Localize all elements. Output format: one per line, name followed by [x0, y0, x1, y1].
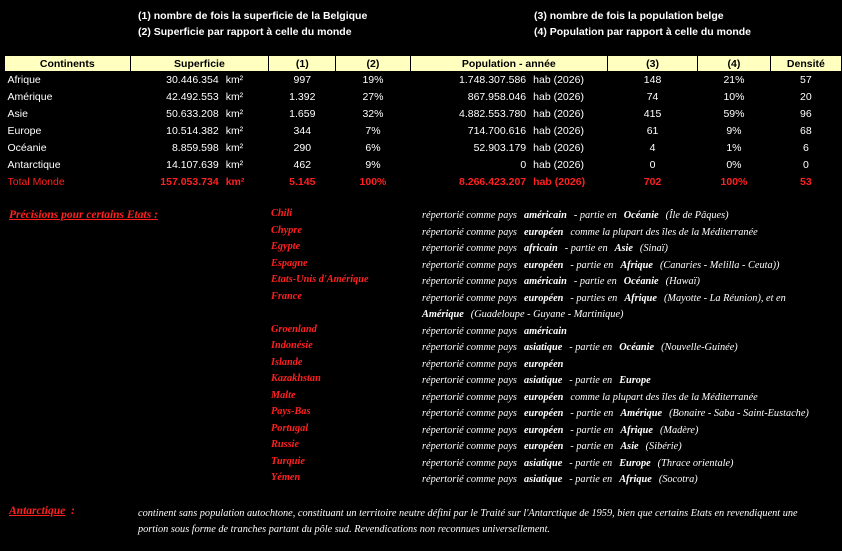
territory-note: (Bonaire - Saba - Saint-Eustache) — [669, 408, 809, 419]
population-value: 8.266.423.207 — [459, 175, 527, 188]
state-description — [422, 241, 668, 258]
belgium-pop-ratio: 415 — [643, 107, 662, 120]
state-name: Portugal — [271, 422, 309, 434]
main-continent: africain — [523, 243, 558, 254]
description-middle: - partie en — [569, 375, 613, 386]
area-value: 157.053.734 — [160, 175, 219, 188]
description-middle: - partie en — [569, 342, 613, 353]
description-prefix: répertorié comme pays — [422, 441, 517, 452]
table-row — [5, 105, 842, 122]
header-population: Population - année — [410, 56, 607, 71]
other-continent: Afrique — [624, 292, 657, 304]
description-middle: - partie en — [570, 441, 614, 452]
state-name: Kazakhstan — [271, 373, 321, 384]
state-description — [422, 258, 779, 275]
list-item — [0, 356, 842, 373]
description-prefix: répertorié comme pays — [422, 276, 517, 287]
belgium-area-ratio: 5.145 — [289, 175, 316, 188]
table-header-row — [5, 56, 842, 71]
belgium-area-ratio: 290 — [293, 141, 312, 154]
header-col1: (1) — [269, 56, 336, 71]
territory-note: (Nouvelle-Guinée) — [661, 342, 738, 353]
table-row — [5, 122, 842, 139]
list-item — [0, 471, 842, 488]
main-continent: asiatique — [523, 342, 563, 353]
main-continent: européen — [523, 424, 564, 436]
list-item — [0, 224, 842, 241]
description-middle: - partie en — [573, 210, 617, 221]
list-item — [0, 372, 842, 389]
territory-note: (Mayotte - La Réunion), et en — [663, 292, 786, 304]
state-description — [422, 456, 733, 473]
description-prefix: répertorié comme pays — [422, 325, 517, 337]
description-middle: - parties en — [570, 292, 618, 304]
description-middle: - partie en — [570, 424, 614, 436]
description-middle: comme la plupart des îles de la Méditerranée — [570, 391, 758, 403]
description-prefix: répertorié comme pays — [422, 408, 517, 419]
main-continent: américain — [523, 325, 567, 337]
density-value: 57 — [800, 73, 812, 86]
list-item — [0, 455, 842, 472]
state-description — [422, 373, 651, 390]
world-pop-share: 1% — [726, 141, 742, 154]
population-value: 1.748.307.586 — [459, 73, 527, 86]
legend-item-3: (3) nombre de fois la population belge — [534, 10, 724, 22]
other-continent-2: Amérique — [422, 309, 464, 320]
other-continent: Afrique — [620, 424, 653, 436]
state-description — [422, 406, 809, 423]
territory-note: (Sibérie) — [645, 441, 682, 452]
world-pop-share: 21% — [723, 73, 745, 86]
description-prefix: répertorié comme pays — [422, 358, 517, 370]
description-prefix: répertorié comme pays — [422, 474, 517, 485]
description-prefix: répertorié comme pays — [422, 243, 517, 254]
population-unit: hab (2026) — [533, 107, 584, 120]
description-middle: - partie en — [573, 276, 617, 287]
world-area-share: 32% — [362, 107, 384, 120]
state-name: Groenland — [271, 323, 317, 335]
state-name: Turquie — [271, 455, 305, 467]
population-unit: hab (2026) — [533, 90, 584, 103]
belgium-pop-ratio: 4 — [649, 141, 656, 154]
antarctique-title: Antarctique : — [9, 505, 75, 517]
area-value: 8.859.598 — [171, 141, 219, 154]
main-continent: européen — [523, 358, 564, 370]
continent-name: Asie — [7, 107, 28, 120]
main-continent: européen — [523, 292, 564, 304]
list-item — [0, 273, 842, 290]
legend-left — [138, 8, 367, 40]
density-value: 20 — [800, 90, 812, 103]
density-value: 68 — [800, 124, 812, 137]
state-name: Chili — [271, 208, 293, 219]
header-col4: (4) — [698, 56, 771, 71]
legend-item-4: (4) Population par rapport à celle du monde — [534, 26, 752, 38]
area-unit: km² — [225, 141, 244, 154]
list-item — [0, 257, 842, 274]
other-continent: Océanie — [623, 276, 659, 287]
other-continent: Amérique — [620, 408, 663, 419]
description-middle: - partie en — [570, 408, 614, 419]
population-value: 867.958.046 — [467, 90, 527, 103]
world-area-share: 19% — [362, 73, 384, 86]
area-unit: km² — [225, 107, 244, 120]
world-pop-share: 10% — [723, 90, 745, 103]
area-unit: km² — [225, 175, 245, 188]
territory-note-2: (Guadeloupe - Guyane - Martinique) — [470, 309, 624, 320]
list-item — [0, 323, 842, 340]
list-item — [0, 207, 842, 224]
population-value: 0 — [520, 158, 527, 171]
description-middle: - partie en — [569, 474, 613, 485]
header-densite: Densité — [770, 56, 841, 71]
description-prefix: répertorié comme pays — [422, 210, 517, 221]
territory-note: (Hawaï) — [665, 276, 700, 287]
state-name: Egypte — [271, 241, 301, 252]
belgium-pop-ratio: 74 — [646, 90, 659, 103]
table-row — [5, 139, 842, 156]
population-unit: hab (2026) — [533, 158, 584, 171]
continent-name: Océanie — [7, 141, 47, 154]
list-item — [0, 290, 842, 323]
total-row — [5, 173, 842, 190]
belgium-area-ratio: 1.659 — [289, 107, 316, 120]
belgium-pop-ratio: 148 — [643, 73, 662, 86]
description-prefix: répertorié comme pays — [422, 259, 517, 271]
continent-name: Europe — [7, 124, 42, 137]
description-middle: comme la plupart des îles de la Méditerranée — [570, 226, 758, 238]
world-pop-share: 59% — [723, 107, 745, 120]
belgium-pop-ratio: 702 — [643, 175, 662, 188]
area-value: 14.107.639 — [166, 158, 219, 171]
territory-note: (Sinaï) — [639, 243, 668, 254]
continent-name: Amérique — [7, 90, 53, 103]
belgium-pop-ratio: 0 — [649, 158, 656, 171]
area-unit: km² — [225, 73, 244, 86]
world-area-share: 100% — [359, 175, 387, 188]
world-area-share: 7% — [365, 124, 381, 137]
other-continent: Afrique — [619, 474, 652, 485]
belgium-area-ratio: 462 — [293, 158, 312, 171]
header-col3: (3) — [607, 56, 697, 71]
area-value: 30.446.354 — [166, 73, 219, 86]
state-description — [422, 423, 698, 440]
state-name: Russie — [271, 439, 300, 450]
description-prefix: répertorié comme pays — [422, 424, 517, 436]
belgium-pop-ratio: 61 — [646, 124, 659, 137]
world-pop-share: 100% — [720, 175, 748, 188]
density-value: 6 — [802, 141, 809, 154]
population-unit: hab (2026) — [533, 124, 584, 137]
header-col2: (2) — [336, 56, 410, 71]
other-continent: Asie — [620, 441, 639, 452]
description-prefix: répertorié comme pays — [422, 457, 517, 469]
area-value: 42.492.553 — [166, 90, 219, 103]
description-prefix: répertorié comme pays — [422, 226, 517, 238]
description-middle: - partie en — [569, 457, 613, 469]
population-value: 52.903.179 — [473, 141, 527, 154]
territory-note: (Thrace orientale) — [657, 457, 734, 469]
area-unit: km² — [225, 90, 244, 103]
population-value: 4.882.553.780 — [459, 107, 527, 120]
header-continents: Continents — [5, 56, 131, 71]
area-unit: km² — [225, 124, 244, 137]
world-pop-share: 0% — [726, 158, 742, 171]
world-area-share: 27% — [362, 90, 384, 103]
description-prefix: répertorié comme pays — [422, 342, 517, 353]
state-description — [422, 340, 738, 357]
main-continent: asiatique — [523, 474, 563, 485]
state-name: Chypre — [271, 224, 302, 236]
state-description — [422, 390, 758, 407]
description-middle: - partie en — [564, 243, 608, 254]
territory-note: (Madère) — [659, 424, 699, 436]
main-continent: européen — [523, 408, 564, 419]
table-row — [5, 71, 842, 88]
density-value: 0 — [802, 158, 809, 171]
continents-table — [4, 56, 842, 190]
state-name: Indonésie — [271, 340, 313, 351]
state-description — [422, 274, 700, 291]
state-description — [422, 324, 567, 341]
list-item — [0, 389, 842, 406]
precisions-list — [0, 207, 842, 488]
area-value: 10.514.382 — [166, 124, 219, 137]
other-continent: Asie — [614, 243, 633, 254]
description-prefix: répertorié comme pays — [422, 375, 517, 386]
main-continent: américain — [523, 210, 567, 221]
list-item — [0, 438, 842, 455]
legend-item-1: (1) nombre de fois la superficie de la Belgique — [138, 10, 368, 22]
main-continent: asiatique — [523, 375, 563, 386]
state-name: Islande — [271, 356, 303, 368]
description-prefix: répertorié comme pays — [422, 391, 517, 403]
area-unit: km² — [225, 158, 244, 171]
population-unit: hab (2026) — [533, 141, 584, 154]
state-name: Etats-Unis d'Amérique — [271, 274, 369, 285]
density-value: 53 — [800, 175, 812, 188]
precisions-title: Précisions pour certains Etats : — [9, 209, 158, 221]
state-name: Yémen — [271, 472, 301, 483]
table-row — [5, 88, 842, 105]
state-description — [422, 208, 729, 225]
continent-name: Antarctique — [7, 158, 61, 171]
territory-note: (Canaries - Melilla - Ceuta)) — [659, 259, 780, 271]
other-continent: Europe — [619, 375, 651, 386]
main-continent: asiatique — [523, 457, 563, 469]
world-area-share: 6% — [365, 141, 381, 154]
main-continent: européen — [523, 259, 564, 271]
state-description — [422, 225, 758, 242]
other-continent: Europe — [619, 457, 651, 469]
belgium-area-ratio: 1.392 — [289, 90, 316, 103]
list-item — [0, 339, 842, 356]
state-name: Espagne — [271, 257, 308, 269]
state-description — [422, 357, 563, 374]
continent-name: Total Monde — [7, 175, 65, 188]
table-row — [5, 156, 842, 173]
main-continent: européen — [523, 226, 564, 238]
header-superficie: Superficie — [130, 56, 269, 71]
area-value: 50.633.208 — [166, 107, 219, 120]
population-unit: hab (2026) — [533, 73, 584, 86]
main-continent: américain — [523, 276, 567, 287]
main-continent: européen — [523, 441, 564, 452]
continent-name: Afrique — [7, 73, 41, 86]
description-middle: - partie en — [570, 259, 614, 271]
state-name: Pays-Bas — [271, 406, 311, 417]
world-pop-share: 9% — [726, 124, 742, 137]
density-value: 96 — [800, 107, 812, 120]
state-name: Malte — [271, 389, 296, 401]
other-continent: Océanie — [623, 210, 659, 221]
list-item — [0, 422, 842, 439]
belgium-area-ratio: 344 — [293, 124, 312, 137]
list-item — [0, 405, 842, 422]
antarctique-note: continent sans population autochtone, constituant un territoire neutre défini par le Traité sur l'Antarctique de 1959, bien que certains Etats en revendiquent une portion sous forme de tranches partant du pôle sud. Revendications non reconnues universellement. — [138, 508, 798, 535]
belgium-area-ratio: 997 — [293, 73, 312, 86]
state-description — [422, 439, 682, 456]
territory-note: (Île de Pâques) — [665, 210, 729, 221]
legend-item-2: (2) Superficie par rapport à celle du monde — [138, 26, 352, 38]
world-area-share: 9% — [365, 158, 381, 171]
state-description — [422, 472, 698, 489]
population-unit: hab (2026) — [533, 175, 586, 188]
other-continent: Afrique — [620, 259, 653, 271]
description-prefix: répertorié comme pays — [422, 292, 517, 304]
population-value: 714.700.616 — [467, 124, 527, 137]
state-name: France — [271, 290, 302, 302]
state-description — [422, 291, 786, 324]
other-continent: Océanie — [619, 342, 655, 353]
main-continent: européen — [523, 391, 564, 403]
list-item — [0, 240, 842, 257]
legend-right — [534, 8, 751, 40]
territory-note: (Socotra) — [658, 474, 698, 485]
